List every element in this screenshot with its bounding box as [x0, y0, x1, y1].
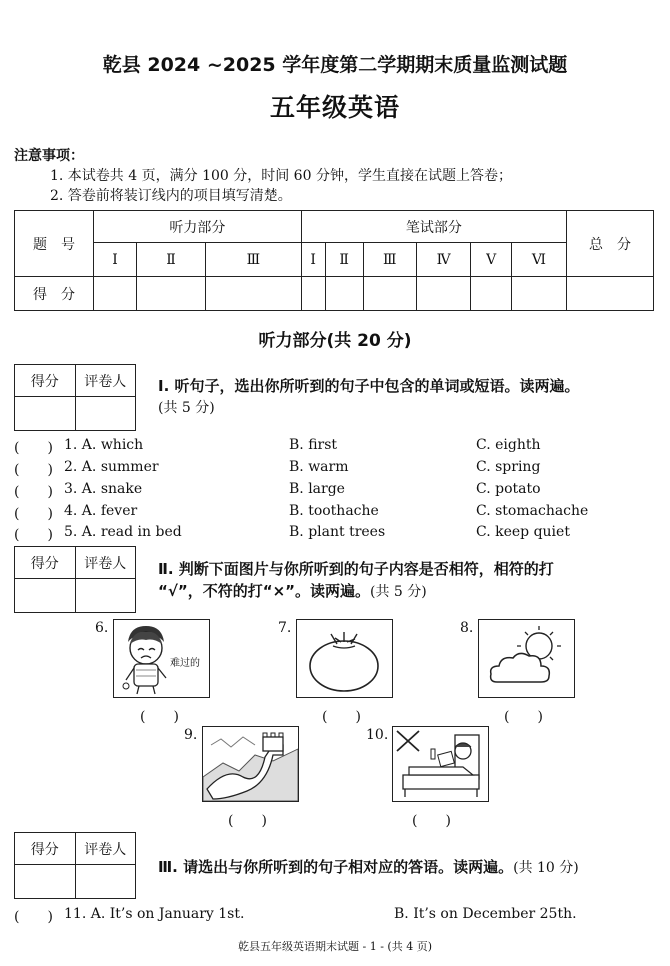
- option-a: 3. A. snake: [64, 481, 143, 497]
- picture-number: 9.: [184, 727, 198, 743]
- option-b: B. large: [289, 481, 345, 497]
- grader-score-cell[interactable]: [15, 865, 76, 899]
- question-row: [14, 503, 654, 525]
- score-cell[interactable]: [471, 277, 512, 311]
- grader-box: [14, 832, 136, 899]
- notes: [14, 146, 512, 206]
- score-table: [14, 210, 654, 311]
- listening-header: 听力部分: [94, 211, 302, 243]
- question-row: [14, 524, 654, 546]
- question-number-label: 题 号: [15, 211, 94, 277]
- writing-header: 笔试部分: [301, 211, 566, 243]
- option-a: 5. A. read in bed: [64, 524, 182, 540]
- part2-instruction-2: “√”，不符的打“×”。读两遍。: [158, 582, 371, 600]
- tomato-icon: [297, 620, 392, 697]
- page-footer: 乾县五年级英语期末试题 - 1 - (共 4 页): [238, 940, 432, 953]
- option-a: 2. A. summer: [64, 459, 159, 475]
- col-label: Ⅲ: [363, 243, 416, 277]
- grader-box: [14, 364, 136, 431]
- option-c: C. spring: [476, 459, 541, 475]
- note-item: 1. 本试卷共 4 页，满分 100 分，时间 60 分钟，学生直接在试题上答卷；: [50, 168, 512, 184]
- col-label: Ⅵ: [511, 243, 566, 277]
- answer-bracket[interactable]: ( ): [14, 909, 53, 925]
- picture-number: 10.: [366, 727, 389, 743]
- question-row: [14, 437, 654, 459]
- option-a: 11. A. It’s on January 1st.: [64, 906, 245, 922]
- part2-instruction: Ⅱ. 判断下面图片与你所听到的句子内容是否相符，相符的打: [158, 560, 554, 578]
- picture-great-wall: [202, 726, 299, 802]
- picture-caption: 难过的: [170, 658, 200, 669]
- cross-mark-icon: [397, 731, 419, 751]
- picture-number: 6.: [95, 620, 109, 636]
- answer-bracket[interactable]: ( ): [14, 484, 53, 500]
- part3-points: (共 10 分): [513, 860, 579, 876]
- option-b: B. It’s on December 25th.: [394, 906, 577, 922]
- col-label: Ⅲ: [206, 243, 302, 277]
- col-label: Ⅳ: [416, 243, 471, 277]
- part1-title: [158, 375, 580, 419]
- col-label: Ⅴ: [471, 243, 512, 277]
- option-a: 1. A. which: [64, 437, 144, 453]
- grader-reviewer-cell[interactable]: [75, 397, 136, 431]
- grader-score-label: 得分: [15, 833, 76, 865]
- score-cell[interactable]: [301, 277, 325, 311]
- answer-bracket[interactable]: ( ): [14, 462, 53, 478]
- answer-bracket[interactable]: ( ): [14, 527, 53, 543]
- answer-bracket[interactable]: ( ): [504, 709, 543, 725]
- picture-number: 8.: [460, 620, 474, 636]
- answer-bracket[interactable]: ( ): [14, 440, 53, 456]
- grader-score-cell[interactable]: [15, 397, 76, 431]
- part2-points: (共 5 分): [370, 584, 427, 600]
- great-wall-icon: [203, 727, 298, 801]
- question-row: [14, 481, 654, 503]
- notes-heading: 注意事项：: [14, 148, 84, 164]
- question-row: [14, 906, 654, 928]
- answer-bracket[interactable]: ( ): [14, 506, 53, 522]
- col-label: Ⅰ: [301, 243, 325, 277]
- grader-reviewer-label: 评卷人: [75, 365, 136, 397]
- option-b: B. toothache: [289, 503, 379, 519]
- exam-title: 乾县 2024 ~2025 学年度第二学期期末质量监测试题: [102, 54, 568, 76]
- option-c: C. potato: [476, 481, 541, 497]
- answer-bracket[interactable]: ( ): [228, 813, 267, 829]
- picture-sad-boy: [113, 619, 210, 698]
- question-row: [14, 459, 654, 481]
- part3-instruction: Ⅲ. 请选出与你所听到的句子相对应的答语。读两遍。: [158, 858, 514, 876]
- bed-reading-icon: [393, 727, 488, 801]
- score-cell[interactable]: [206, 277, 302, 311]
- option-c: C. stomachache: [476, 503, 589, 519]
- grader-score-label: 得分: [15, 365, 76, 397]
- exam-subject: 五年级英语: [269, 93, 400, 122]
- total-label: 总 分: [567, 211, 654, 277]
- option-b: B. first: [289, 437, 338, 453]
- grader-score-cell[interactable]: [15, 579, 76, 613]
- score-cell[interactable]: [416, 277, 471, 311]
- part1-instruction: Ⅰ. 听句子，选出你所听到的句子中包含的单词或短语。读两遍。: [158, 377, 580, 395]
- col-label: Ⅱ: [136, 243, 205, 277]
- picture-number: 7.: [278, 620, 292, 636]
- grader-reviewer-label: 评卷人: [75, 833, 136, 865]
- grader-reviewer-cell[interactable]: [75, 579, 136, 613]
- grader-reviewer-label: 评卷人: [75, 547, 136, 579]
- sun-cloud-icon: [479, 620, 574, 697]
- grader-score-label: 得分: [15, 547, 76, 579]
- col-label: Ⅰ: [94, 243, 137, 277]
- score-cell[interactable]: [325, 277, 363, 311]
- option-a: 4. A. fever: [64, 503, 138, 519]
- picture-tomato: [296, 619, 393, 698]
- note-item: 2. 答卷前将装订线内的项目填写清楚。: [50, 188, 292, 204]
- picture-sun-cloud: [478, 619, 575, 698]
- score-cell[interactable]: [363, 277, 416, 311]
- part2-title: [158, 558, 554, 603]
- option-c: C. eighth: [476, 437, 541, 453]
- option-b: B. warm: [289, 459, 349, 475]
- picture-read-in-bed: [392, 726, 489, 802]
- option-c: C. keep quiet: [476, 524, 570, 540]
- grader-box: [14, 546, 136, 613]
- score-cell[interactable]: [94, 277, 137, 311]
- col-label: Ⅱ: [325, 243, 363, 277]
- part3-title: [158, 856, 579, 879]
- part1-points: (共 5 分): [158, 400, 215, 416]
- grader-reviewer-cell[interactable]: [75, 865, 136, 899]
- score-cell[interactable]: [511, 277, 566, 311]
- listening-section-title: 听力部分(共 20 分): [258, 331, 412, 351]
- option-b: B. plant trees: [289, 524, 386, 540]
- answer-bracket[interactable]: ( ): [140, 709, 179, 725]
- score-label: 得 分: [15, 277, 94, 311]
- answer-bracket[interactable]: ( ): [322, 709, 361, 725]
- score-cell[interactable]: [567, 277, 654, 311]
- score-cell[interactable]: [136, 277, 205, 311]
- answer-bracket[interactable]: ( ): [412, 813, 451, 829]
